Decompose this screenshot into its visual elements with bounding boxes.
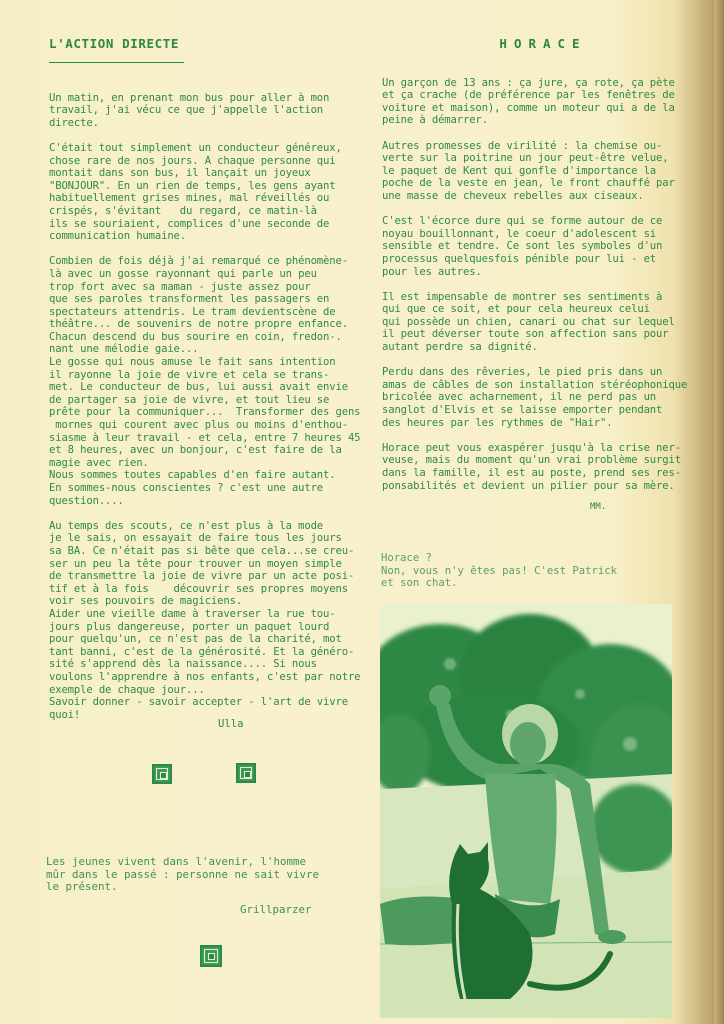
photo-boy-with-cat bbox=[380, 604, 672, 1018]
square-ornament-icon bbox=[200, 945, 222, 967]
photo-caption bbox=[381, 552, 681, 590]
left-paragraph: Au temps des scouts, ce n'est plus à la mode je le sais, on essayait de faire tous les jours sa BA. Ce n'était pas si bête que cela...se creu- ser un peu la tête pour trouver un moyen simple de transmettre la joie de vivre par un acte posi- tif et à la fois découvrir ses propres moyens voir ses pouvoirs de magiciens. Aider une vieille dame à traverser la rue tou- jours plus dangereuse, porter un paquet lourd pour quelqu'un, ce n'est pas de la charité, mot tant banni, c'est de la générosité. Et la généro- sité s'apprend dès la naissance.... Si nous voulons l'apprendre à nos enfants, c'est par notre exemple de chaque jour... Savoir donner - savoir accepter - l'art de vivre quoi! bbox=[49, 519, 361, 721]
left-article bbox=[49, 38, 367, 734]
page-edge bbox=[714, 0, 724, 1024]
right-article bbox=[382, 38, 692, 505]
quote bbox=[46, 856, 366, 894]
photo-illustration bbox=[380, 604, 672, 1018]
title-underline bbox=[49, 62, 184, 63]
left-paragraph: C'était tout simplement un conducteur généreux, chose rare de nos jours. A chaque personne qui montait dans son bus, il lançait un joyeux "BONJOUR". En un rien de temps, les gens ayant habituellement grises mines, mal réveillés ou crispés, s'évitant du regard, ce matin-là ils se souriaient, complices d'une seconde de communication humaine. bbox=[49, 141, 342, 243]
square-ornament-icon bbox=[152, 764, 172, 784]
right-article-title: HORACE bbox=[499, 36, 587, 51]
right-article-signature: MM. bbox=[590, 502, 607, 512]
right-paragraph: Un garçon de 13 ans : ça jure, ça rote, ça pète et ça crache (de préférence par les fenêtres de voiture et maison), comme un moteur qui a de la peine à démarrer. bbox=[382, 76, 675, 127]
right-paragraph: C'est l'écorce dure qui se forme autour de ce noyau bouillonnant, le coeur d'adolescent si sensible et tendre. Ce sont les symboles d'un processus quelquesfois pénible pour lui - et pour les autres. bbox=[382, 215, 663, 278]
right-paragraph: Horace peut vous exaspérer jusqu'à la crise ner- veuse, mais du moment qu'un vrai problème surgit dans la famille, il est au poste, prend ses res- ponsabilités et devient un pilier pour sa mère. bbox=[382, 441, 681, 492]
left-paragraph: Combien de fois déjà j'ai remarqué ce phénomène- là avec un gosse rayonnant qui parle un peu trop fort avec sa maman - juste assez pour que ses paroles transforment les passagers en spectateurs attendris. Le tram devientscène de théâtre... de souvenirs de notre propre enfance. Chacun descend du bus sourire en coin, fredon-. nant une mélodie gaie... Le gosse qui nous amuse le fait sans intention il rayonne la joie de vivre et cela se trans- met. Le conducteur de bus, lui aussi avait envie de partager sa joie de vivre, et tout lieu se prête pour la communiquer... Transformer des gens mornes qui courent avec plus ou moins d'enthou- siasme à leur travail - et cela, entre 7 heures 45 et 8 heures, avec un bonjour, c'est faire de la magie avec rien. Nous sommes toutes capables d'en faire autant. En sommes-nous conscientes ? c'est une autre question.... bbox=[49, 255, 361, 507]
left-paragraph: Un matin, en prenant mon bus pour aller à mon travail, j'ai vécu ce que j'appelle l'action directe. bbox=[49, 91, 330, 129]
right-paragraph: Autres promesses de virilité : la chemise ou- verte sur la poitrine un jour peut-être velue, le paquet de Kent qui gonfle d'importance la poche de la veste en jean, le front chauffé par une masse de cheveux rebelles aux ciseaux. bbox=[382, 139, 675, 202]
square-ornament-icon bbox=[236, 763, 256, 783]
left-article-signature: Ulla bbox=[218, 718, 244, 730]
left-article-title: L'ACTION DIRECTE bbox=[49, 36, 180, 51]
caption-text: Horace ? Non, vous n'y êtes pas! C'est Patrick et son chat. bbox=[381, 552, 617, 590]
quote-author: Grillparzer bbox=[240, 903, 312, 916]
right-paragraph: Perdu dans des rêveries, le pied pris dans un amas de câbles de son installation stéréophonique bricolée avec acharnement, il ne perd pas un sanglot d'Elvis et se laisse emporter pendant des heures par les rythmes de "Hair". bbox=[382, 366, 688, 429]
quote-text: Les jeunes vivent dans l'avenir, l'homme mûr dans le passé : personne ne sait vivre le présent. bbox=[46, 855, 320, 894]
right-paragraph: Il est impensable de montrer ses sentiments à qui que ce soit, et pour cela heureux celui qui possède un chien, canari ou chat sur lequel il peut déverser toute son affection sans pour autant perdre sa dignité. bbox=[382, 290, 675, 354]
